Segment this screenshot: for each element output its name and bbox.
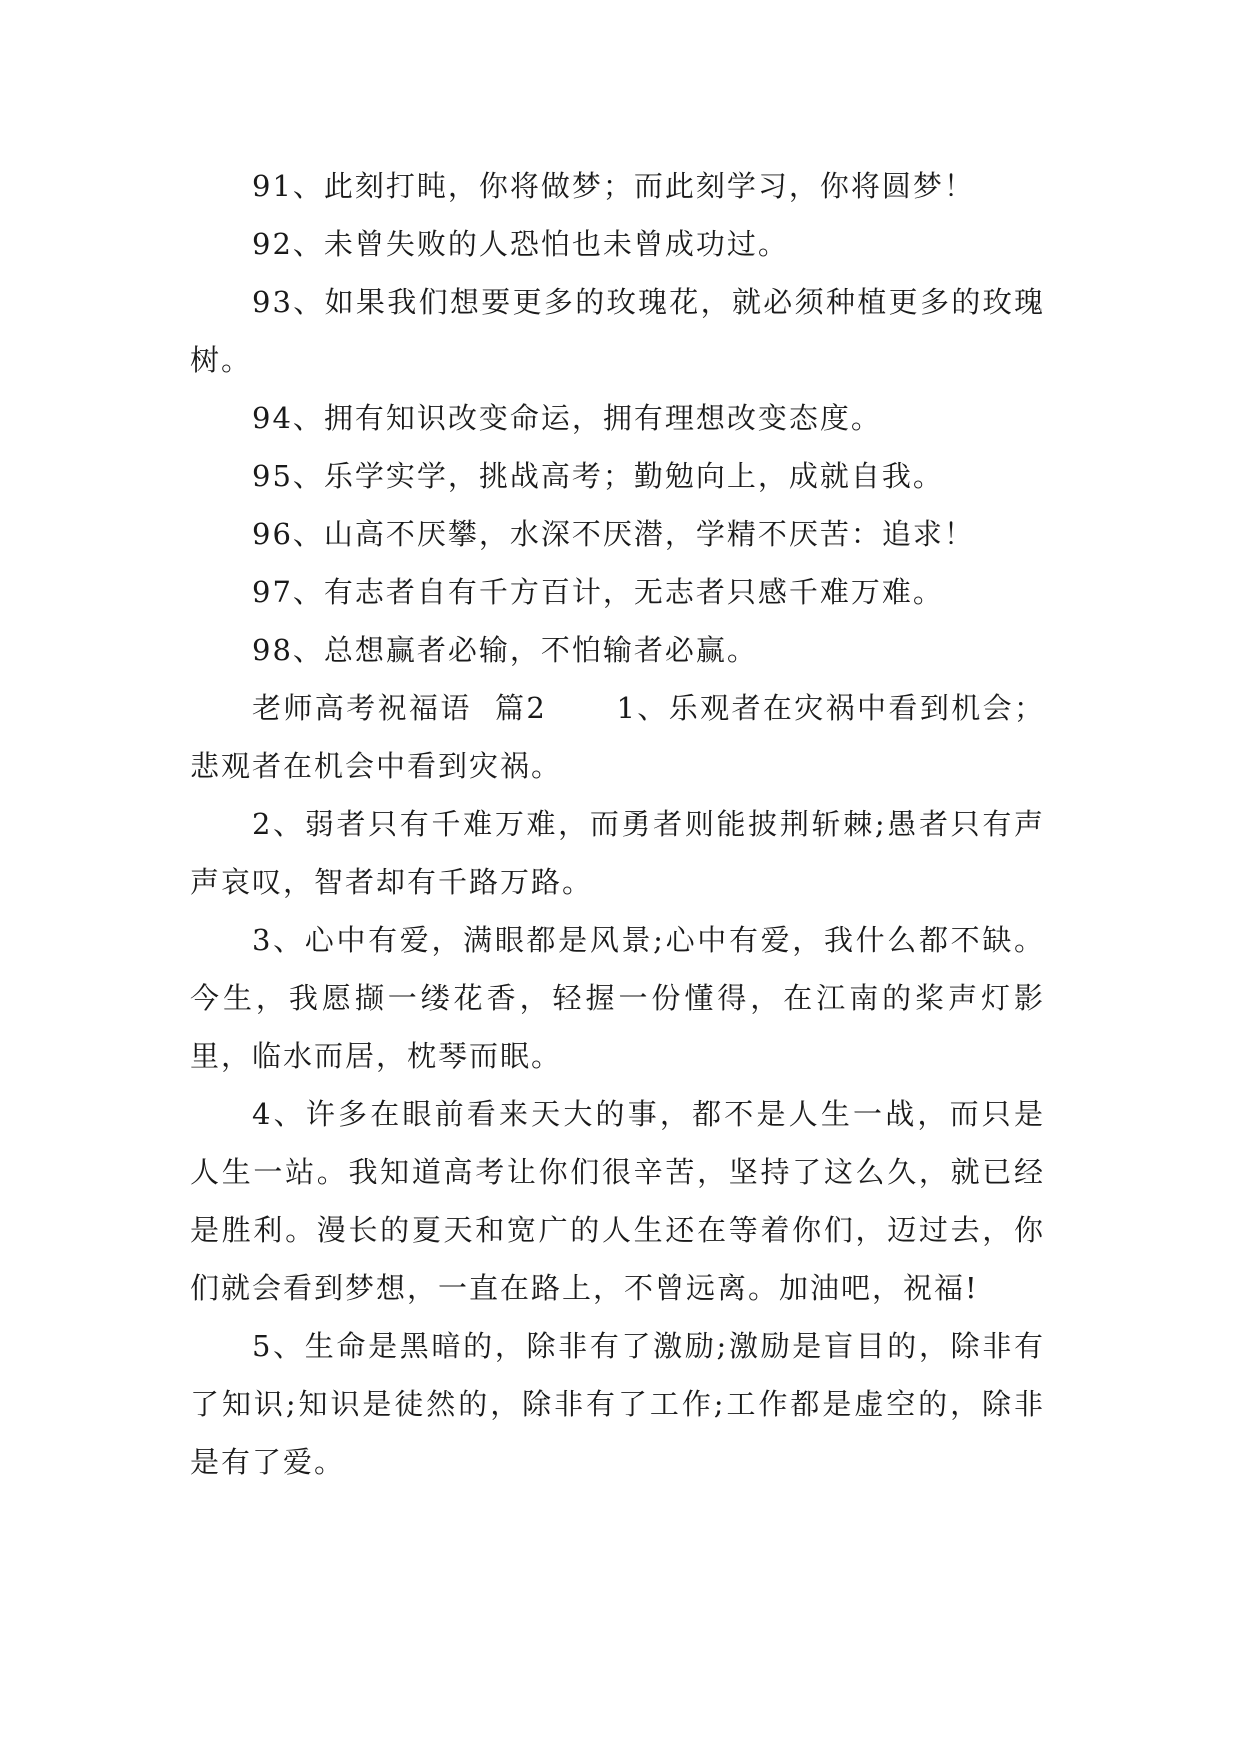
paragraph-3: 3、心中有爱，满眼都是风景;心中有爱，我什么都不缺。今生，我愿撷一缕花香，轻握一份懂得，在江南的桨声灯影里，临水而居，枕琴而眠。: [190, 923, 1045, 1073]
paragraph-4: 4、许多在眼前看来天大的事，都不是人生一战，而只是人生一站。我知道高考让你们很辛苦，坚持了这么久，就已经是胜利。漫长的夏天和宽广的人生还在等着你们，迈过去，你们就会看到梦想，一直在路上，不曾远离。加油吧，祝福!: [190, 1097, 1045, 1305]
paragraph-91: 91、此刻打盹，你将做梦；而此刻学习，你将圆梦！: [252, 169, 975, 203]
paragraph-5: 5、生命是黑暗的，除非有了激励;激励是盲目的，除非有了知识;知识是徒然的，除非有了工作;工作都是虚空的，除非是有了爱。: [190, 1329, 1045, 1479]
section-heading-paragraph: 老师高考祝福语 篇2 1、乐观者在灾祸中看到机会；悲观者在机会中看到灾祸。: [190, 691, 1045, 783]
document-body: [190, 157, 1045, 1491]
paragraph-2: 2、弱者只有千难万难，而勇者则能披荆斩棘;愚者只有声声哀叹，智者却有千路万路。: [190, 807, 1045, 899]
paragraph-93: 93、如果我们想要更多的玫瑰花，就必须种植更多的玫瑰树。: [190, 285, 1045, 377]
paragraph-92: 92、未曾失败的人恐怕也未曾成功过。: [252, 227, 789, 261]
paragraph-94: 94、拥有知识改变命运，拥有理想改变态度。: [252, 401, 882, 435]
paragraph-95: 95、乐学实学，挑战高考；勤勉向上，成就自我。: [252, 459, 944, 493]
paragraph-98: 98、总想赢者必输，不怕输者必赢。: [252, 633, 758, 667]
paragraph-97: 97、有志者自有千方百计，无志者只感千难万难。: [252, 575, 944, 609]
paragraph-96: 96、山高不厌攀，水深不厌潜，学精不厌苦：追求！: [252, 517, 975, 551]
